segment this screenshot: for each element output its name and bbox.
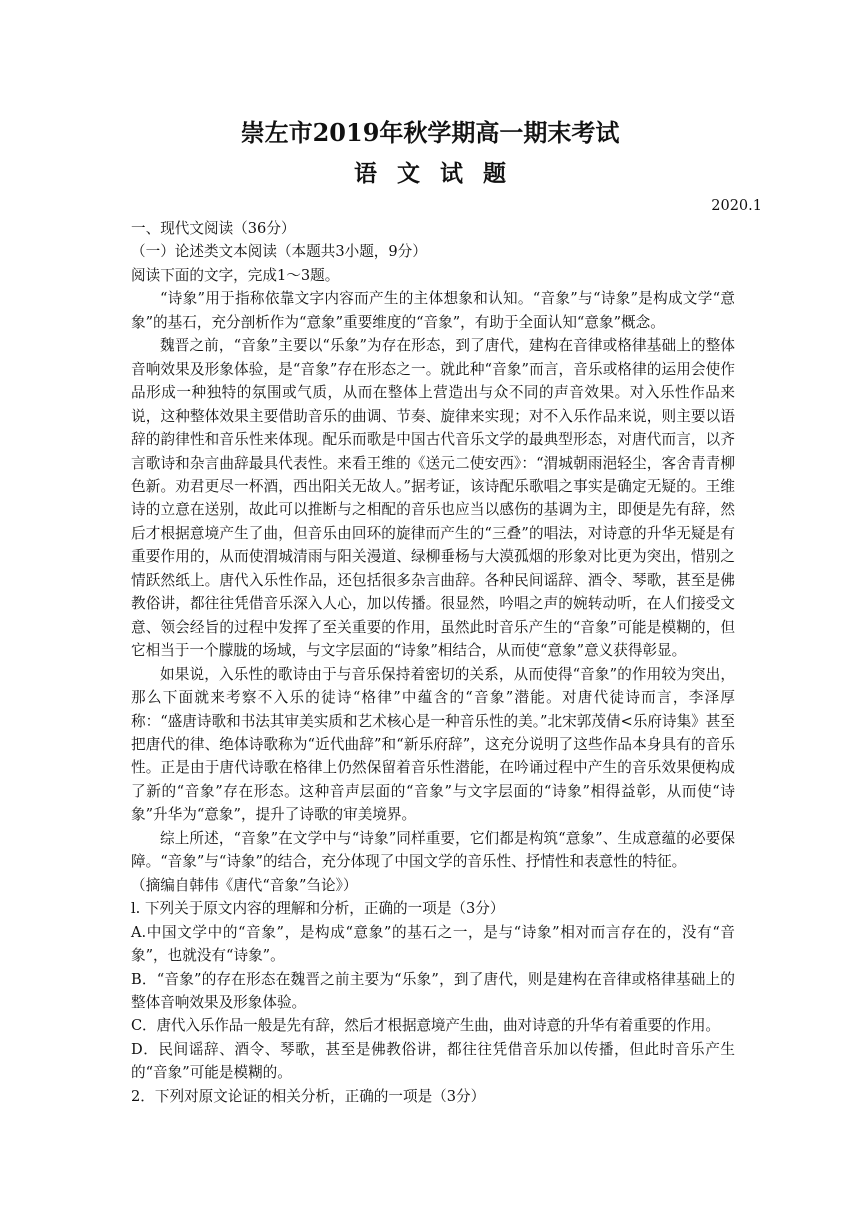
question-1-option-a: A.中国文学中的“音象”，是构成“意象”的基石之一，是与“诗象”相对而言存在的，没有“音象”，也就没有“诗象”。 xyxy=(131,923,735,965)
section-heading: 一、现代文阅读（36分） xyxy=(131,220,296,237)
question-2-stem: 2．下列对原文论证的相关分析，正确的一项是（3分） xyxy=(131,1087,486,1105)
passage-paragraph: 如果说，入乐性的歌诗由于与音乐保持着密切的关系，从而使得“音象”的作用较为突出，那么下面就来考察不入乐的徒诗“格律”中蕴含的“音象”潜能。对唐代徒诗而言，李泽厚称：“盛唐诗歌和书法其审美实质和艺术核心是一种音乐性的美。”北宋郭茂倩<乐府诗集》甚至把唐代的律、绝体诗歌称为“近代曲辞”和“新乐府辞”，这充分说明了这些作品本身具有的音乐性。正是由于唐代诗歌在格律上仍然保留着音乐性潜能，在吟诵过程中产生的音乐效果便构成了新的“音象”存在形态。这种音声层面的“音象”与文字层面的“诗象”相得益彰，从而使“诗象”升华为“意象”，提升了诗歌的审美境界。 xyxy=(131,665,735,824)
exam-date: 2020.1 xyxy=(711,198,762,214)
question-1-option-b: B．“音象”的存在形态在魏晋之前主要为“乐象”，到了唐代，则是建构在音律或格律基础上的整体音响效果及形象体验。 xyxy=(131,970,735,1011)
exam-body xyxy=(131,217,735,1108)
question-1-option-d: D．民间谣辞、酒令、琴歌，甚至是佛教俗讲，都往往凭借音乐加以传播，但此时音乐产生的“音象”可能是模糊的。 xyxy=(131,1040,735,1082)
exam-title: 崇左市2019年秋学期高一期末考试 xyxy=(240,118,620,147)
exam-subtitle: 语文试题 xyxy=(354,160,526,187)
passage-paragraph: 魏晋之前，“音象”主要以“乐象”为存在形态，到了唐代，建构在音律或格律基础上的整体音响效果及形象体验，是“音象”存在形态之一。就此种“音象”而言，音乐或格律的运用会使作品形成一种独特的氛围或气质，从而在整体上营造出与众不同的声音效果。对入乐性作品来说，这种整体效果主要借助音乐的曲调、节奏、旋律来实现；对不入乐作品来说，则主要以语辞的韵律性和音乐性来体现。配乐而歌是中国古代音乐文学的最典型形态，对唐代而言，以齐言歌诗和杂言曲辞最具代表性。来看王维的《送元二使安西》：“渭城朝雨浥轻尘，客舍青青柳色新。劝君更尽一杯酒，西出阳关无故人。”据考证，该诗配乐歌唱之事实是确定无疑的。王维诗的立意在送别，故此可以推断与之相配的音乐也应当以感伤的基调为主，即便是先有辞，然后才根据意境产生了曲，但音乐由回环的旋律而产生的“三叠”的唱法，对诗意的升华无疑是有重要作用的，从而使渭城清雨与阳关漫道、绿柳垂杨与大漠孤烟的形象对比更为突出，惜别之情跃然纸上。唐代入乐性作品，还包括很多杂言曲辞。各种民间谣辞、酒令、琴歌，甚至是佛教俗讲，都往往凭借音乐深入人心，加以传播。很显然，吟唱之声的婉转动听，在人们接受文意、领会经旨的过程中发挥了至关重要的作用，虽然此时音乐产生的“音象”可能是模糊的，但它相当于一个朦胧的场域，与文字层面的“诗象”相结合，从而使“意象”意义获得彰显。 xyxy=(131,337,735,660)
question-1-option-c: C．唐代入乐作品一般是先有辞，然后才根据意境产生曲，曲对诗意的升华有着重要的作用。 xyxy=(131,1017,720,1035)
subsection-heading: （一）论述类文本阅读（本题共3小题，9分） xyxy=(131,243,427,261)
question-1-stem: l. 下列关于原文内容的理解和分析，正确的一项是（3分） xyxy=(131,900,505,918)
passage-paragraph: “诗象”用于指称依靠文字内容而产生的主体想象和认知。“音象”与“诗象”是构成文学“意象”的基石，充分剖析作为“意象”重要维度的“音象”，有助于全面认知“意象”概念。 xyxy=(131,290,735,331)
passage-source: （摘编自韩伟《唐代“音象”刍论》） xyxy=(131,876,358,894)
passage-paragraph: 综上所述，“音象”在文学中与“诗象”同样重要，它们都是构筑“意象”、生成意蕴的必要保障。“音象”与“诗象”的结合，充分体现了中国文学的音乐性、抒情性和表意性的特征。 xyxy=(131,829,735,871)
reading-instruction: 阅读下面的文字，完成1～3题。 xyxy=(131,266,340,284)
